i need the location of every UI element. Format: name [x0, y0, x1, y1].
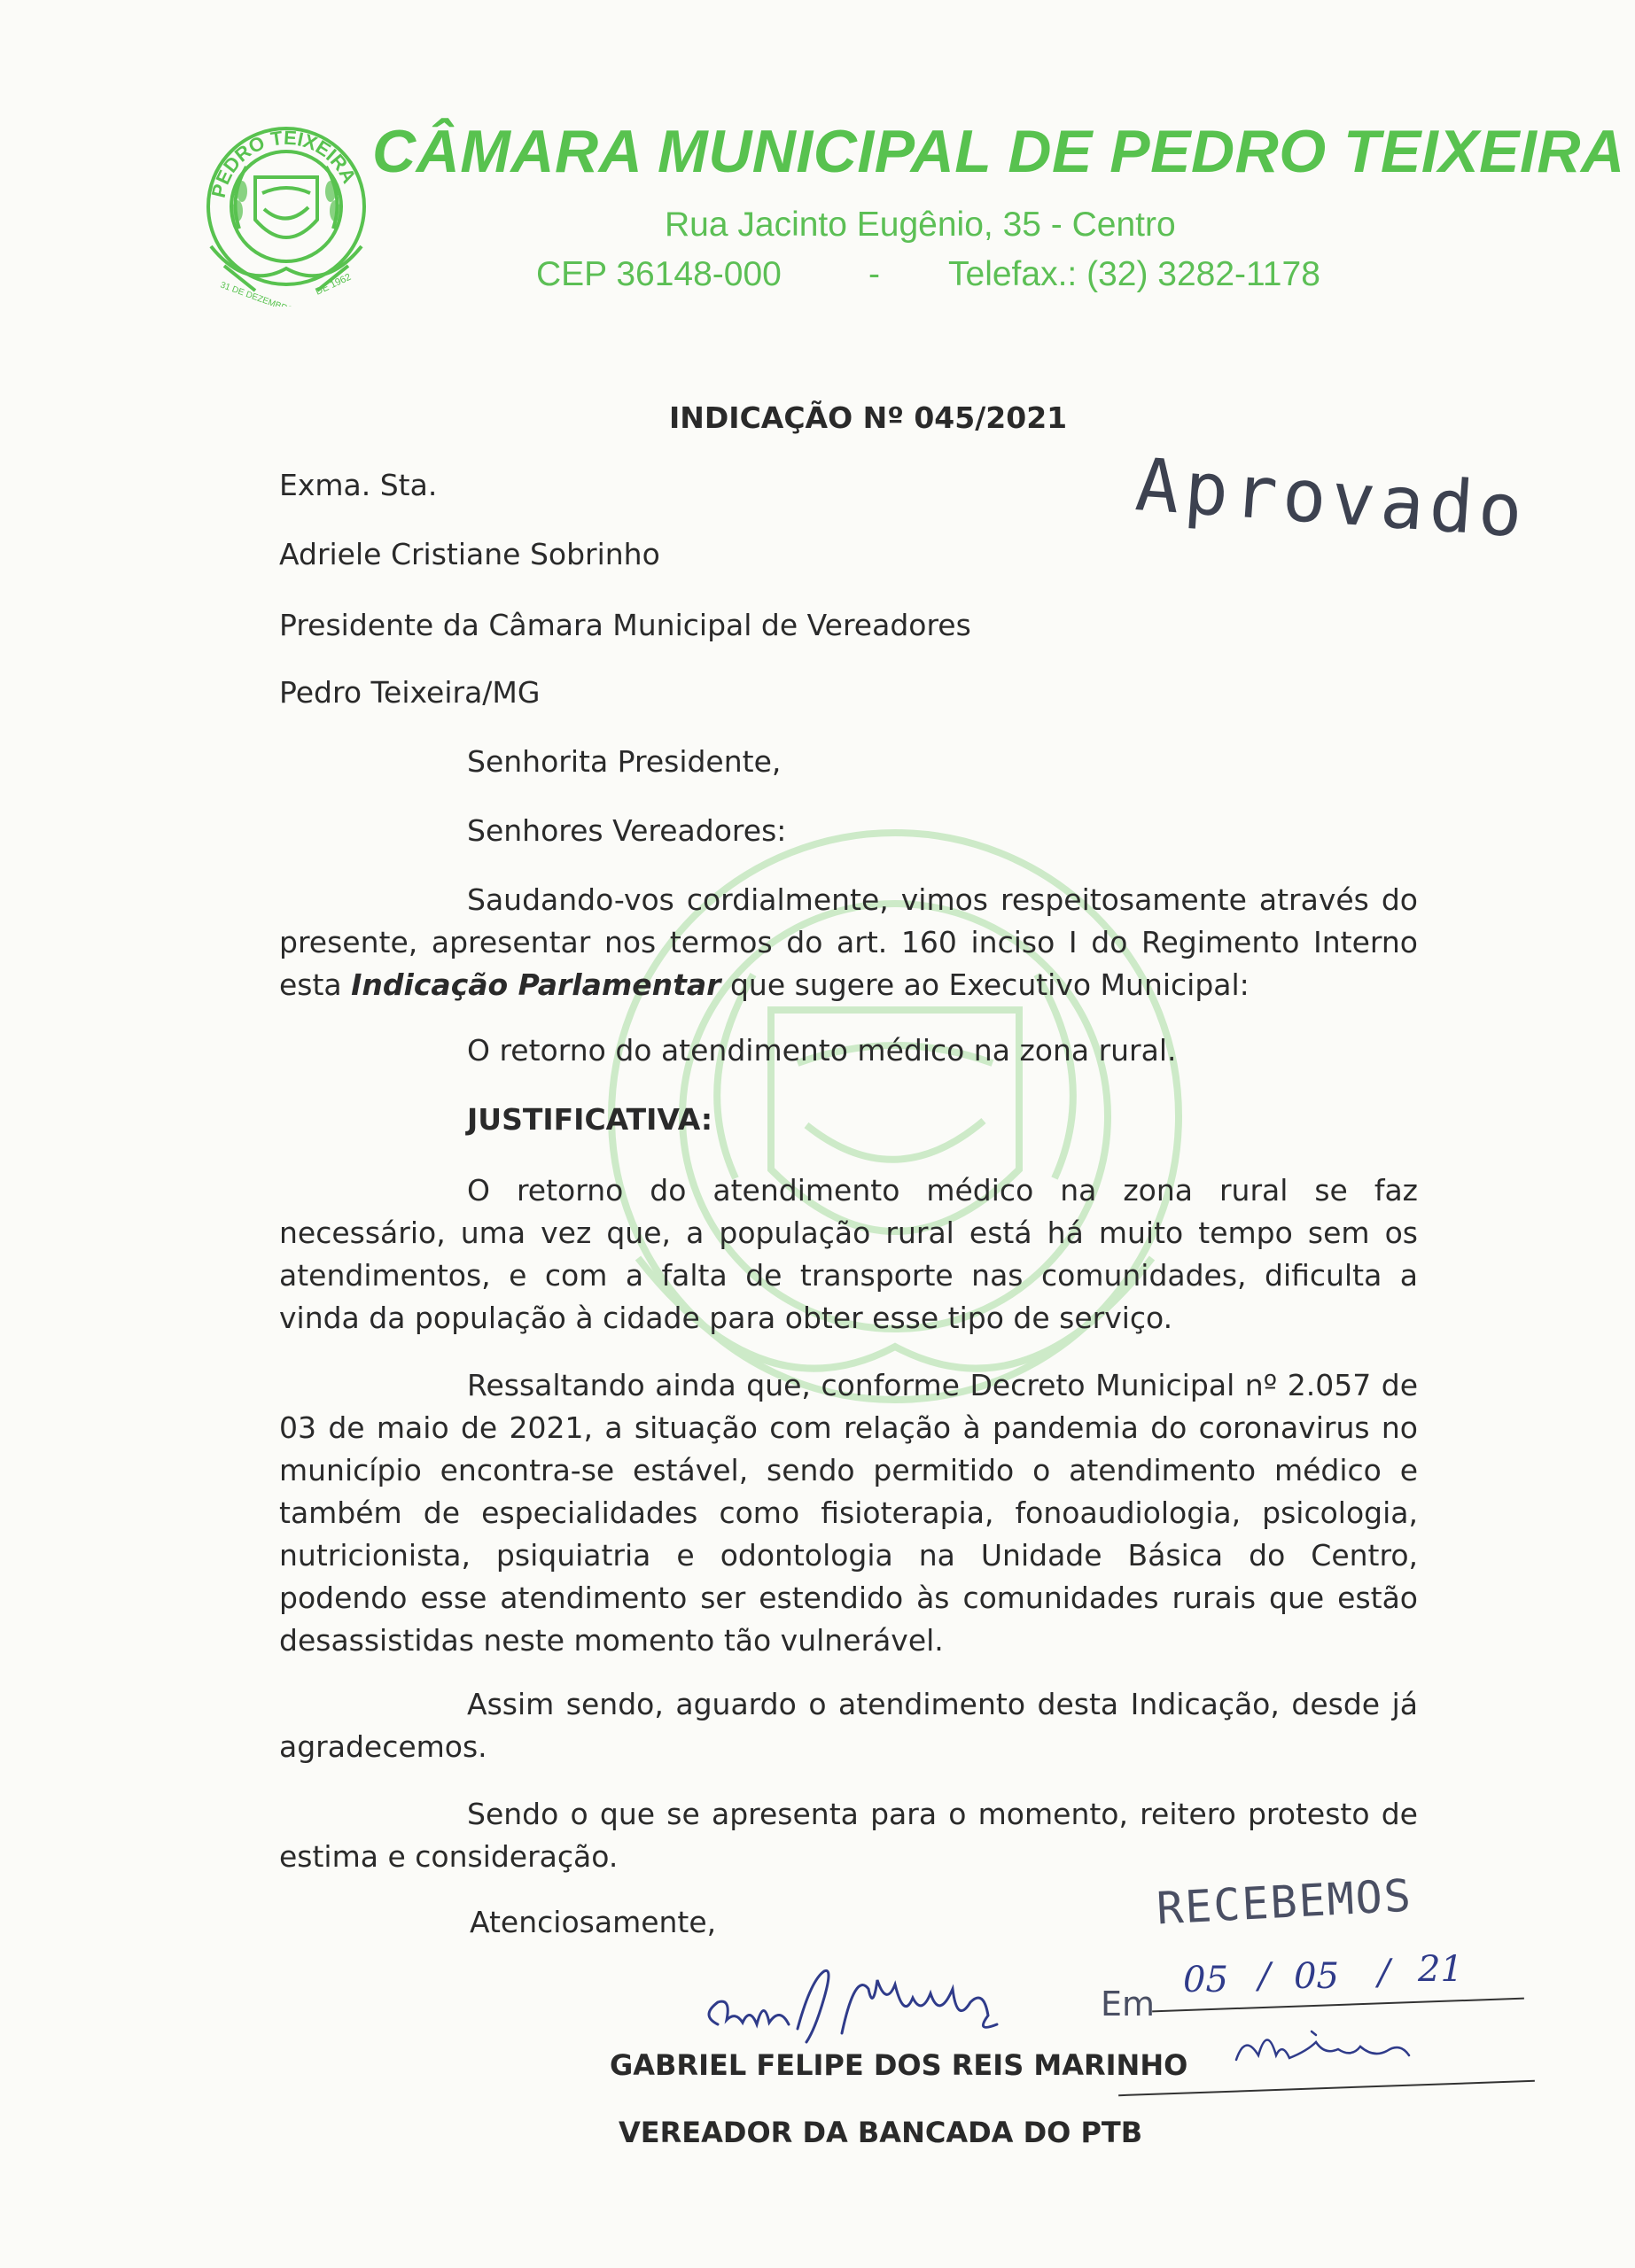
receiver-signature [1227, 2016, 1440, 2078]
closing-paragraph-1 [279, 1683, 1418, 1768]
justification-paragraph-1 [279, 1169, 1418, 1340]
recipient-position: Presidente da Câmara Municipal de Vereadores [279, 608, 971, 642]
recipient-city: Pedro Teixeira/MG [279, 675, 541, 710]
closing-paragraph-2 [279, 1793, 1418, 1878]
institution-address: Rua Jacinto Eugênio, 35 - Centro [665, 206, 1176, 244]
signatory-role: VEREADOR DA BANCADA DO PTB [619, 2116, 1143, 2149]
justification-paragraph-2 [279, 1364, 1418, 1662]
intro-text-bold: Indicação Parlamentar [351, 967, 721, 1002]
receipt-date-prefix: Em [1101, 1984, 1156, 2023]
justification-heading: JUSTIFICATIVA: [467, 1102, 713, 1137]
recipient-name: Adriele Cristiane Sobrinho [279, 537, 660, 571]
header-separator: - [868, 255, 880, 293]
paragraph-1-text: O retorno do atendimento médico na zona rural se faz necessário, uma vez que, a população rural está há muito tempo sem os atendimentos, e com a falta de transporte nas comunidades, dificulta a vinda da população à cidade para obter esse tipo de serviço. [279, 1173, 1418, 1335]
document-title: INDICAÇÃO Nº 045/2021 [669, 400, 1068, 435]
approved-stamp: Aprovado [1133, 443, 1530, 555]
closing-salutation: Atenciosamente, [470, 1905, 717, 1939]
institution-telefax: Telefax.: (32) 3282-1178 [948, 255, 1320, 293]
receipt-stamp-label: RECEBEMOS [1155, 1869, 1414, 1935]
greeting-president: Senhorita Presidente, [467, 744, 782, 779]
greeting-councillors: Senhores Vereadores: [467, 813, 787, 848]
receipt-separator-2: / [1378, 1953, 1390, 1993]
receipt-separator-1: / [1258, 1956, 1271, 1997]
seal-bottom-right-text: DE 1962 [314, 271, 354, 298]
handwritten-signature [691, 1945, 1063, 2060]
receipt-day: 05 [1183, 1960, 1228, 2000]
institution-name: CÂMARA MUNICIPAL DE PEDRO TEIXEIRA [372, 118, 1625, 185]
institution-cep: CEP 36148-000 [536, 255, 782, 293]
paragraph-4-text: Sendo o que se apresenta para o momento, reitero protesto de estima e consideração. [279, 1797, 1418, 1874]
intro-paragraph [279, 879, 1418, 1006]
receipt-month: 05 [1294, 1956, 1339, 1997]
receipt-signature-line [1118, 2080, 1535, 2096]
receipt-year: 21 [1418, 1949, 1463, 1990]
intro-text-after: que sugere ao Executivo Municipal: [720, 967, 1250, 1002]
paragraph-3-text: Assim sendo, aguardo o atendimento desta Indicação, desde já agradecemos. [279, 1687, 1418, 1764]
municipal-seal-logo [193, 113, 379, 307]
proposal-text: O retorno do atendimento médico na zona rural. [467, 1033, 1177, 1068]
recipient-salutation: Exma. Sta. [279, 468, 438, 502]
signatory-name: GABRIEL FELIPE DOS REIS MARINHO [610, 2048, 1188, 2082]
seal-bottom-left-text: 31 DE DEZEMBRO [218, 280, 295, 307]
seal-top-text: PEDRO TEIXEIRA [206, 126, 361, 200]
intro-text-before: Saudando-vos cordialmente, vimos respeitosamente através do presente, apresentar nos termos do art. 160 inciso I do Regimento Interno esta [279, 882, 1418, 1002]
paragraph-2-text: Ressaltando ainda que, conforme Decreto Municipal nº 2.057 de 03 de maio de 2021, a situação com relação à pandemia do coronavirus no município encontra-se estável, sendo permitido o atendimento médico e também de especialidades como fisioterapia, fonoaudiologia, psicologia, nutricionista, psiquiatria e odontologia na Unidade Básica do Centro, podendo esse atendimento ser estendido às comunidades rurais que estão desassistidas neste momento tão vulnerável. [279, 1368, 1418, 1658]
